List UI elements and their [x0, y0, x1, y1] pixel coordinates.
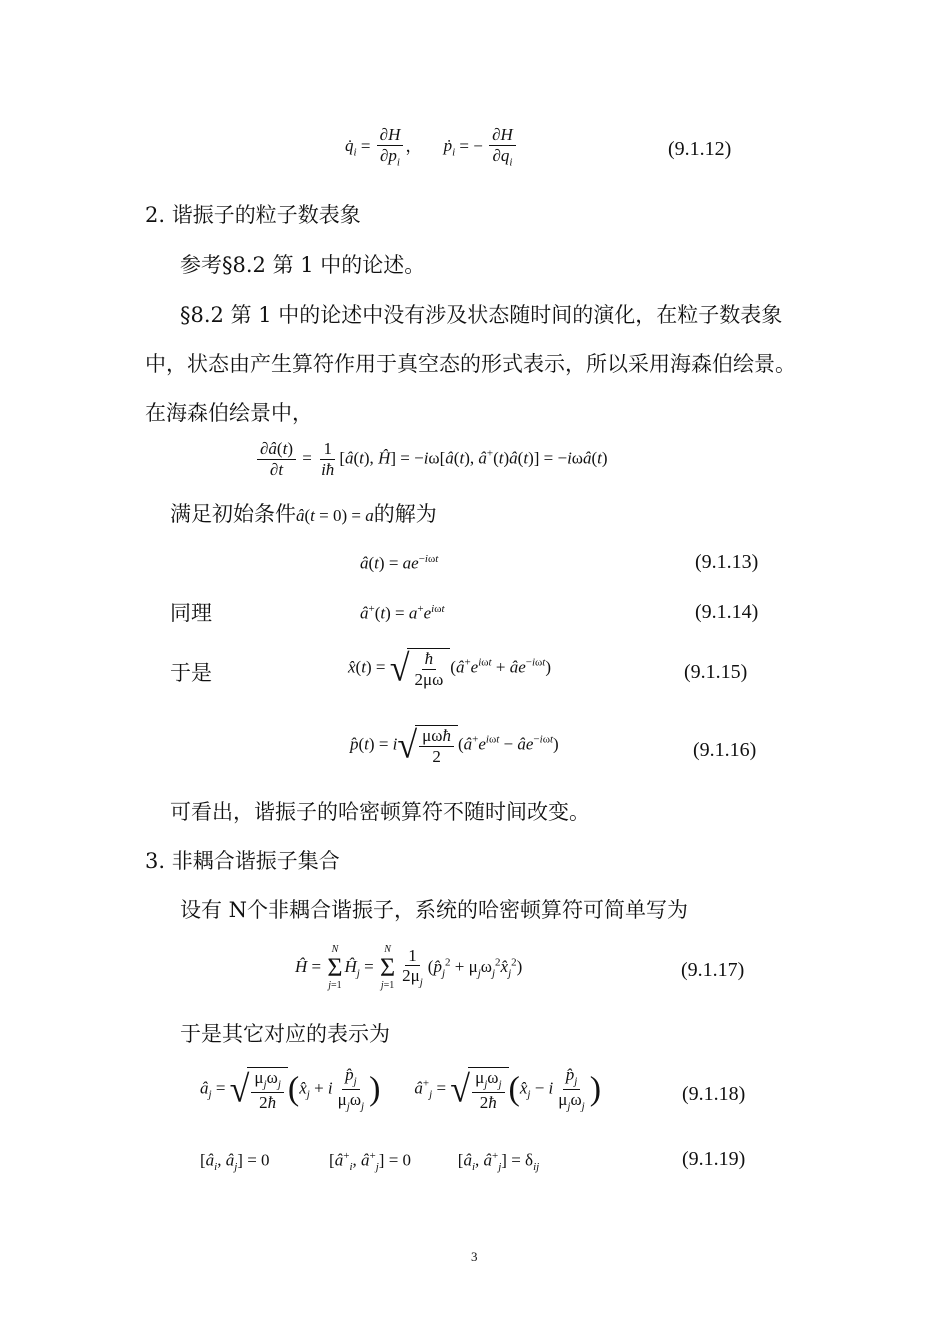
paragraph: 于是其它对应的表示为 — [180, 1022, 390, 1046]
paragraph: 设有 N个非耦合谐振子，系统的哈密顿算符可简单写为 — [180, 898, 689, 922]
equation-number: (9.1.16) — [693, 739, 757, 761]
equation-number: (9.1.14) — [695, 601, 759, 623]
equation-9-1-16: p̂(t) = i √ $\frac{\text{μωħ}}{2}$ ($â^+e^{i\omega t}$ − $âe^{-i\omega t}$) — [350, 724, 559, 767]
equation-9-1-17: Ĥ = N Σ j=1 $Ĥ_j$ = N Σ j=1 $\frac{1}{2\mu_j}$ ($p̂_j^2$ + $\mu_j\omega_j^2x̂_j^2$) — [295, 944, 523, 991]
equation-number: (9.1.15) — [684, 661, 748, 683]
equation-9-1-18: $â_j$ = √ $\frac{\mu_j\omega_j}{2ħ}$ ($x̂_j + i$ $\frac{p̂_j}{\mu_j\omega_j}$ ) $â^+_j$ = √ $\frac{\mu_j\omega_j}{2ħ}$ ($x̂_j - i$ $\frac{p̂_j}{\mu_j\omega_j}$ ) — [200, 1065, 602, 1113]
paragraph: 可看出，谐振子的哈密顿算符不随时间改变。 — [170, 800, 590, 824]
text-after: 的解为 — [373, 502, 437, 526]
section-heading: 3. 非耦合谐振子集合 — [145, 849, 340, 873]
section-heading: 2. 谐振子的粒子数表象 — [145, 203, 361, 227]
equation-number: (9.1.12) — [668, 138, 732, 160]
paragraph-line: §8.2 第 1 中的论述中没有涉及状态随时间的演化，在粒子数表象 — [180, 303, 783, 327]
paragraph-line: 中，状态由产生算符作用于真空态的形式表示，所以采用海森伯绘景。 — [145, 352, 796, 376]
equation-9-1-12: $q̇_i$ = $\frac{\partial H}{\partial p_i}$ ， ṗ$_i$ = − $\frac{\partial H}{\partial q_i}$ — [345, 126, 518, 169]
equation-number: (9.1.19) — [682, 1148, 746, 1170]
text-before: 满足初始条件 — [170, 502, 296, 526]
equation-9-1-14: â+(t) = $a^+e^{i\omega t}$ — [360, 603, 445, 623]
equation-9-1-15: x̂(t) = √ $\frac{ħ}{2\mu\omega}$ ($â^+e^{i\omega t}$ + $âe^{-i\omega t}$) — [348, 647, 551, 690]
equation-number: (9.1.17) — [681, 959, 745, 981]
paragraph: 参考§8.2 第 1 中的论述。 — [180, 253, 426, 277]
page-number: 3 — [471, 1249, 478, 1264]
equation-heisenberg: $\frac{\partial â(t)}{\partial t}$ = $\frac{1}{iħ}$ [â(t), Ĥ] = −iω[â(t), â+(t)â(t)] = −iωâ(t) — [255, 440, 608, 479]
label: 于是 — [170, 661, 212, 685]
paragraph-line: 在海森伯绘景中， — [145, 401, 313, 425]
paragraph-initial-condition: 满足初始条件â(t = 0) = a的解为 — [170, 502, 437, 526]
label: 同理 — [170, 601, 212, 625]
equation-9-1-19: [$â_i$, $â_j] = 0$ [$â^+_i$, $â^+_j] = 0$ [$â_i$, $â^+_j] = \delta_{ij}$ — [200, 1150, 540, 1174]
equation-number: (9.1.18) — [682, 1083, 746, 1105]
equation-number: (9.1.13) — [695, 551, 759, 573]
equation-9-1-13: â(t) = $ae^{-i\omega t}$ — [360, 553, 439, 573]
